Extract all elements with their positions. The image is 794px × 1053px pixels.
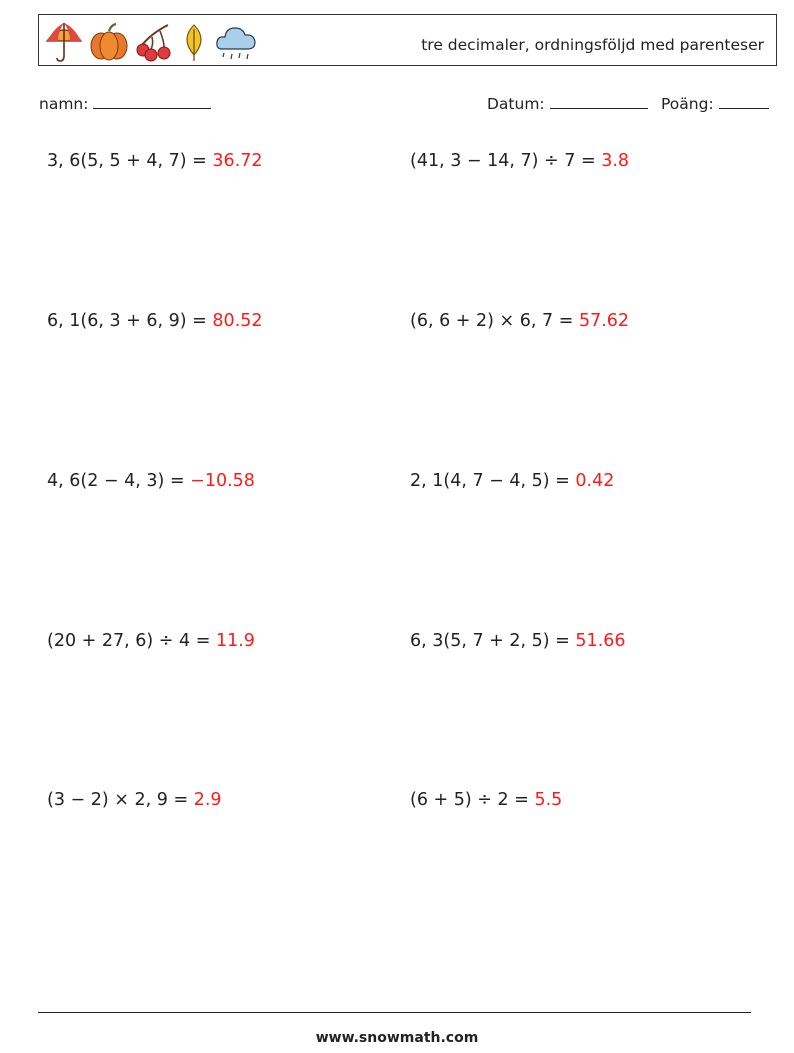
name-field [39,94,211,113]
problem-expression: (20 + 27, 6) ÷ 4 = [47,631,216,651]
score-line [719,94,769,109]
pumpkin-icon [88,21,130,63]
rain-cloud-icon [214,21,258,63]
date-label: Datum: [487,95,545,113]
problem-answer: 11.9 [215,631,255,651]
problem-answer: 5.5 [534,790,563,810]
problem-5 [47,471,255,491]
problem-expression: (41, 3 − 14, 7) ÷ 7 = [410,151,602,171]
score-field [661,94,769,113]
problem-8 [410,631,626,651]
problem-answer: 2.9 [193,790,222,810]
footer-divider [38,1012,751,1013]
umbrella-icon [44,21,84,63]
name-line [93,94,211,109]
problem-answer: 51.66 [575,631,626,651]
problem-3 [47,311,263,331]
name-label: namn: [39,95,89,113]
header-icons [44,21,258,63]
leaf-icon [178,21,210,63]
problem-expression: 2, 1(4, 7 − 4, 5) = [410,471,576,491]
problem-expression: 3, 6(5, 5 + 4, 7) = [47,151,213,171]
problem-expression: 6, 1(6, 3 + 6, 9) = [47,311,213,331]
problem-answer: 80.52 [212,311,263,331]
problem-2 [410,151,629,171]
problem-answer: 36.72 [212,151,263,171]
problem-expression: (6 + 5) ÷ 2 = [410,790,535,810]
problem-answer: 3.8 [601,151,630,171]
problem-answer: −10.58 [190,471,255,491]
problem-expression: (6, 6 + 2) × 6, 7 = [410,311,579,331]
problem-9 [47,790,222,810]
problem-expression: (3 − 2) × 2, 9 = [47,790,194,810]
problem-expression: 4, 6(2 − 4, 3) = [47,471,191,491]
problem-1 [47,151,263,171]
footer-url: www.snowmath.com [315,1030,479,1046]
problem-4 [410,311,629,331]
problem-expression: 6, 3(5, 7 + 2, 5) = [410,631,576,651]
problem-answer: 0.42 [575,471,615,491]
score-label: Poäng: [661,95,714,113]
worksheet-header [38,14,777,66]
date-field [487,94,648,113]
problem-7 [47,631,255,651]
date-line [550,94,648,109]
worksheet-title: tre decimaler, ordningsföljd med parenteser [421,36,764,54]
cherries-icon [134,21,174,63]
problem-6 [410,471,614,491]
problem-10 [410,790,562,810]
problem-answer: 57.62 [578,311,630,331]
